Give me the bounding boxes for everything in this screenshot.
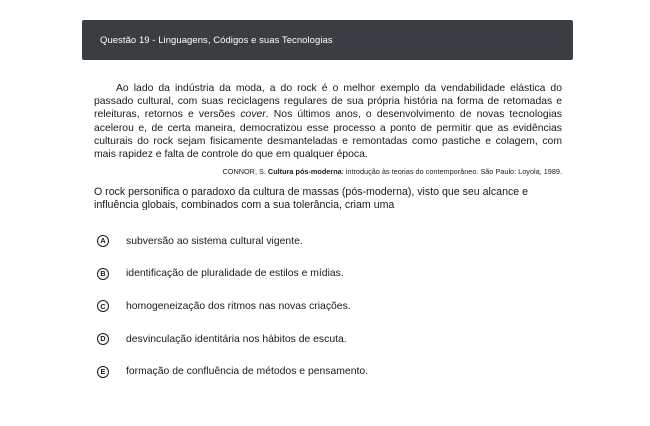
option-c-text[interactable]: homogeneização dos ritmos nas novas criações.: [126, 300, 351, 312]
question-header-title: Questão 19 - Linguagens, Códigos e suas Tecnologias: [100, 34, 333, 46]
passage-text-part-1: Ao lado da indústria da moda, a do rock é o melhor exemplo da vendabilidade elástica do passado cultural, com suas reciclagens regulares de sua própria história na forma de retomadas e releituras, retornos e versões: [94, 83, 562, 121]
citation-author: CONNOR, S.: [222, 167, 268, 176]
citation-details: : introdução às teorias do contemporâneo. São Paulo: Loyola, 1989.: [341, 167, 562, 176]
passage-emphasis: cover: [240, 109, 266, 121]
option-a[interactable]: [97, 233, 368, 249]
passage-text-part-2: . Nos últimos anos, o desenvolvimento de novas tecnologias acelerou e, de certa maneira, democratizou esse processo a ponto de permitir que as evidências culturais do rock sejam fisicamente desmanteladas e remontadas como pastiche e colagem, com mais rapidez e falta de controle do que em qualquer época.: [94, 109, 562, 161]
answer-options: [97, 233, 368, 396]
passage-text: [94, 82, 562, 161]
option-b-letter-icon[interactable]: B: [97, 268, 109, 280]
option-d[interactable]: [97, 331, 368, 347]
source-citation: [223, 167, 562, 176]
option-d-text[interactable]: desvinculação identitária nos hábitos de escuta.: [126, 333, 347, 345]
question-stem: O rock personifica o paradoxo da cultura de massas (pós-moderna), visto que seu alcance e influência globais, combinados com a sua tolerância, criam uma: [94, 186, 528, 210]
option-c[interactable]: [97, 298, 368, 314]
option-b-text[interactable]: identificação de pluralidade de estilos e mídias.: [126, 268, 344, 280]
option-a-text[interactable]: subversão ao sistema cultural vigente.: [126, 235, 303, 247]
option-e-text[interactable]: formação de confluência de métodos e pensamento.: [126, 366, 369, 378]
option-c-letter-icon[interactable]: C: [97, 300, 109, 312]
option-d-letter-icon[interactable]: D: [97, 333, 109, 345]
citation-title: Cultura pós-moderna: [267, 167, 342, 176]
option-b[interactable]: [97, 266, 368, 282]
option-e[interactable]: [97, 364, 368, 380]
option-e-letter-icon[interactable]: E: [97, 366, 109, 378]
option-a-letter-icon[interactable]: A: [97, 235, 109, 247]
question-header: [82, 20, 573, 60]
